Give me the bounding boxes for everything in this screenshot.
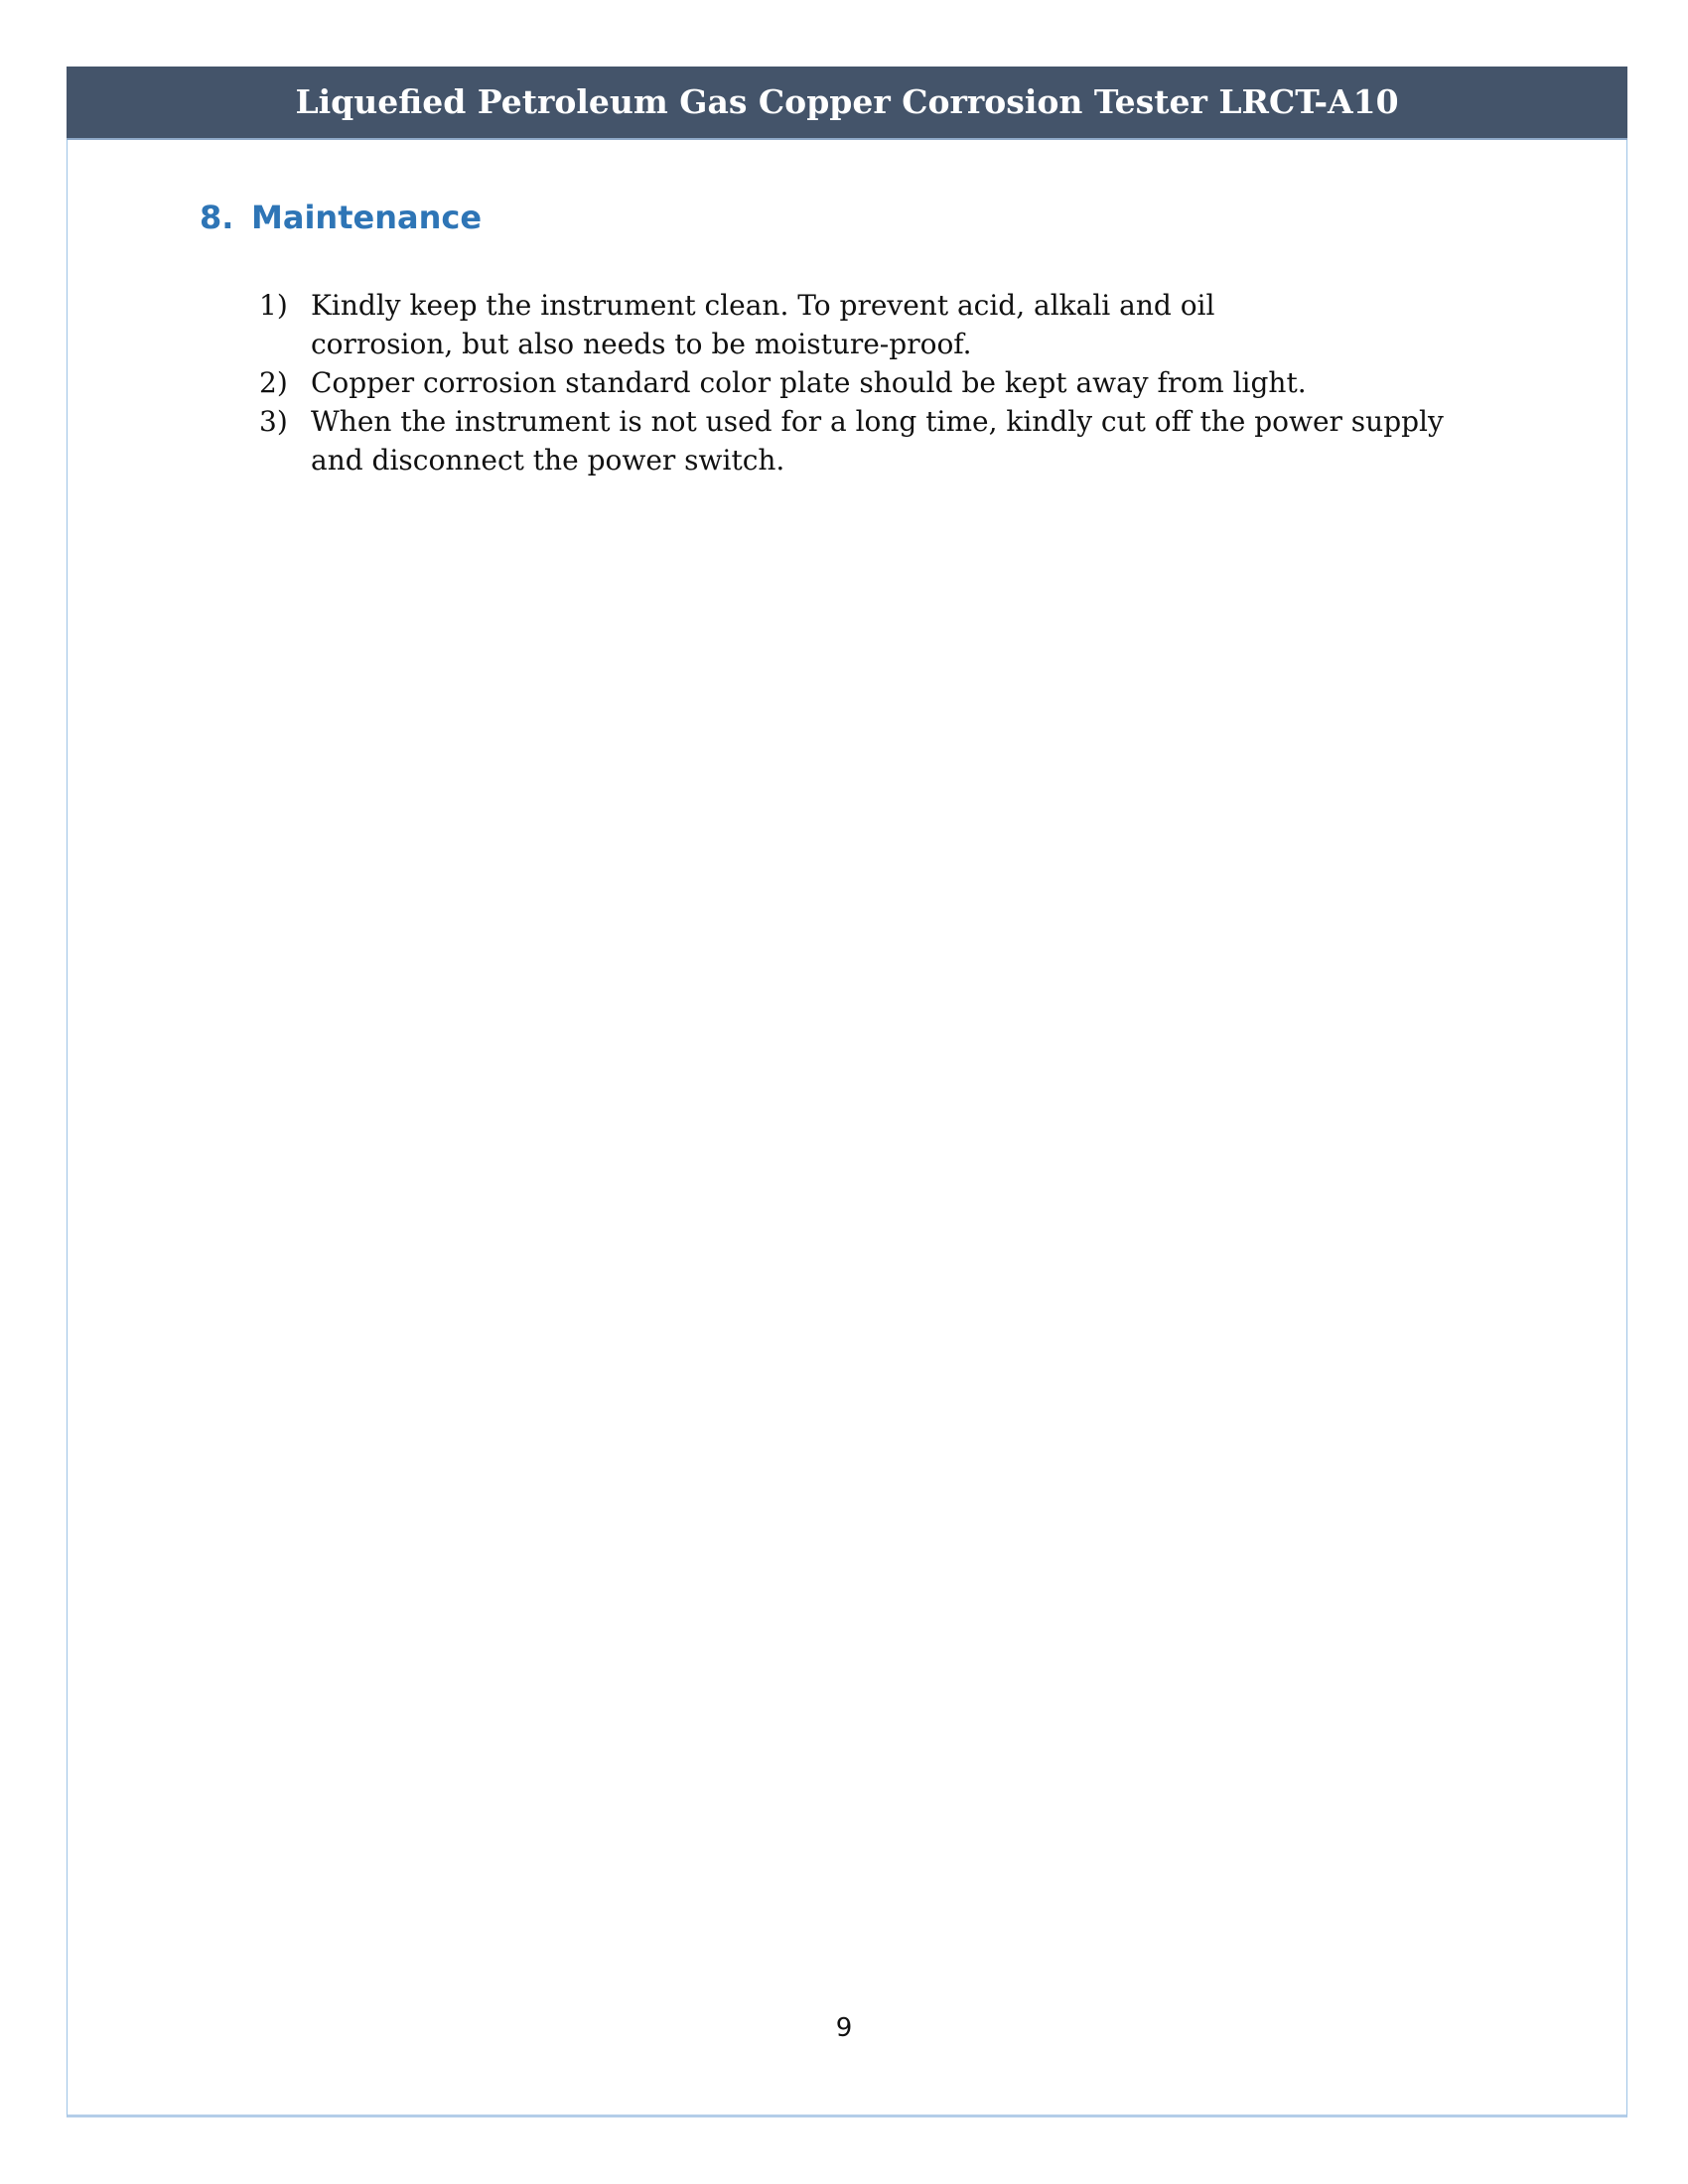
section-heading [200, 199, 482, 236]
section-title: Maintenance [251, 199, 483, 236]
page-number: 9 [835, 2013, 853, 2043]
list-item-number: 3) [259, 405, 288, 438]
list-item-number: 1) [259, 289, 288, 322]
list-item [259, 402, 1550, 479]
list-item [259, 363, 1550, 402]
list-item-number: 2) [259, 366, 288, 399]
maintenance-list [259, 286, 1550, 479]
list-item-text: When the instrument is not used for a long time, kindly cut off the power supply and disconnect the power switch. [311, 405, 1444, 477]
list-item-text: Kindly keep the instrument clean. To prevent acid, alkali and oil corrosion, but also needs to be moisture-proof. [311, 289, 1215, 360]
list-item [259, 286, 1550, 363]
header-title: Liquefied Petroleum Gas Copper Corrosion Tester LRCT-A10 [295, 82, 1399, 121]
list-item-text: Copper corrosion standard color plate should be kept away from light. [311, 366, 1307, 399]
document-header [67, 67, 1627, 140]
section-number: 8. [200, 199, 234, 236]
